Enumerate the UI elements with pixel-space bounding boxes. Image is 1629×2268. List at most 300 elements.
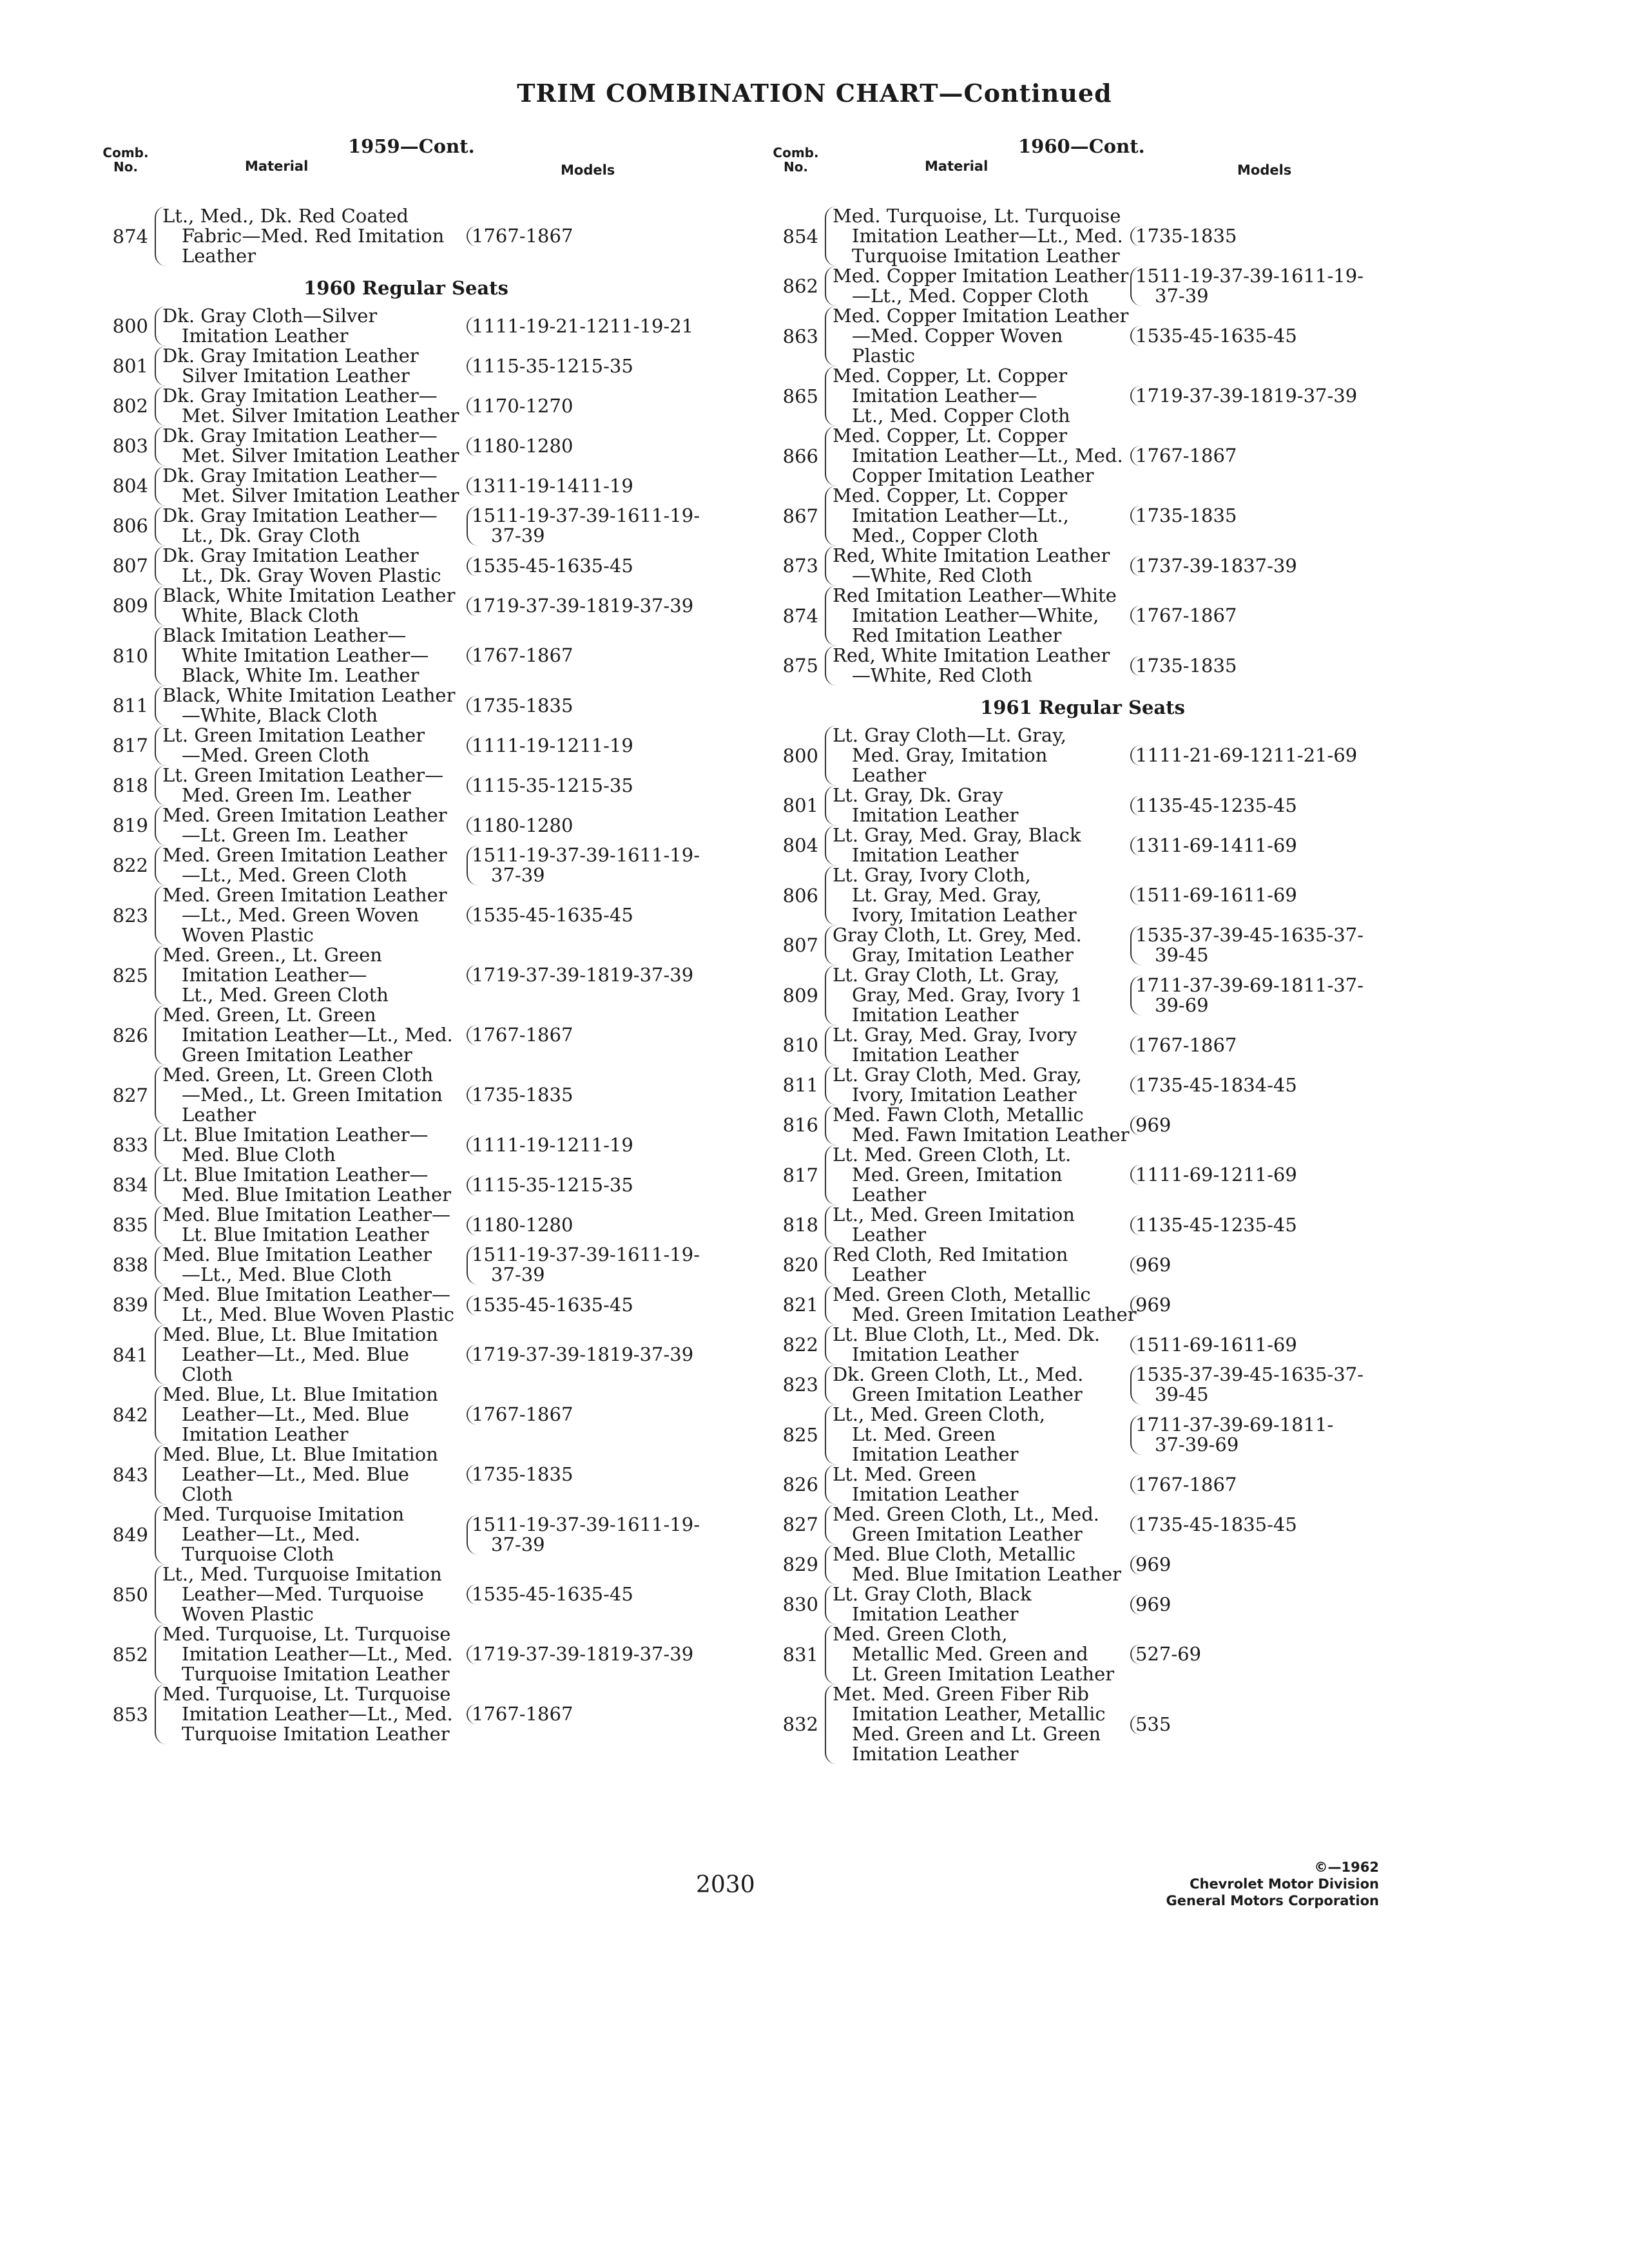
models-cell [467, 845, 700, 885]
material-cell [155, 1005, 465, 1065]
material-line: Dk. Gray Imitation Leather— [162, 505, 438, 526]
material-cell [825, 586, 1129, 646]
material-line: Dk. Green Cloth, Lt., Med. [833, 1363, 1084, 1385]
comb-number: 849 [112, 1523, 148, 1546]
material-cell [155, 1325, 465, 1385]
material-line: Med. Copper Imitation Leather [833, 305, 1129, 327]
material-line: Imitation Leather [852, 1004, 1019, 1026]
material-line: Med. Green Imitation Leather [162, 804, 447, 826]
comb-number: 852 [112, 1643, 148, 1666]
table-row [97, 686, 715, 726]
models-cell [1130, 836, 1297, 856]
models-line: 1719-37-39-1819-37-39 [472, 1643, 694, 1665]
material-cell [825, 1405, 1129, 1465]
material-cell [155, 1065, 465, 1125]
material-cell [825, 965, 1129, 1025]
material-cell [155, 466, 465, 506]
table-row [767, 1145, 1398, 1205]
material-line: —Lt., Med. Green Cloth [182, 864, 407, 886]
models-cell [467, 1584, 633, 1604]
comb-number: 838 [112, 1254, 148, 1276]
material-cell [825, 1365, 1129, 1405]
comb-number: 827 [112, 1084, 148, 1106]
comb-number: 831 [782, 1643, 818, 1666]
table-row [767, 785, 1398, 825]
material-line: —Lt., Med. Green Woven [182, 904, 419, 926]
material-line: Med. Blue Imitation Leather— [162, 1204, 451, 1225]
comb-number: 873 [782, 555, 818, 577]
material-line: Lt., Med., Dk. Red Coated [162, 205, 409, 227]
models-cell [1130, 326, 1297, 346]
material-cell [155, 626, 465, 686]
material-line: Dk. Gray Imitation Leather [162, 345, 419, 367]
table-row [97, 1325, 715, 1385]
table-row [97, 1065, 715, 1125]
material-cell [825, 646, 1129, 686]
models-line: 1311-69-1411-69 [1135, 834, 1297, 856]
models-line: 1511-19-37-39-1611-19- [472, 1513, 700, 1535]
models-cell [1130, 386, 1357, 406]
material-cell [825, 1025, 1129, 1065]
material-cell [825, 546, 1129, 586]
models-cell [467, 506, 700, 546]
material-line: Green Imitation Leather [852, 1383, 1083, 1405]
material-line: Med. Copper, Lt. Copper [833, 485, 1068, 506]
table-row [97, 506, 715, 546]
comb-number: 810 [782, 1034, 818, 1056]
material-cell [155, 506, 465, 546]
models-line: 39-69 [1155, 994, 1209, 1016]
comb-number: 820 [782, 1254, 818, 1276]
models-cell [467, 436, 573, 456]
material-line: Med. Fawn Imitation Leather [852, 1124, 1130, 1146]
models-cell [1130, 975, 1364, 1015]
material-header: Material [925, 159, 988, 174]
table-row [97, 346, 715, 386]
material-line: Leather [852, 1224, 927, 1245]
material-cell [155, 426, 465, 466]
comb-number: 800 [112, 315, 148, 337]
table-row [97, 805, 715, 845]
material-line: Met. Med. Green Fiber Rib [833, 1683, 1089, 1705]
models-cell [1130, 226, 1237, 246]
comb-number: 804 [782, 834, 818, 856]
material-line: Lt. Green Imitation Leather— [162, 764, 444, 786]
comb-number: 817 [112, 735, 148, 756]
material-line: Imitation Leather—Lt., Med. [182, 1024, 453, 1046]
material-cell [155, 1285, 465, 1325]
material-line: Imitation Leather—Lt., Med. [182, 1703, 453, 1725]
table-row [97, 1624, 715, 1684]
table-row [97, 626, 715, 686]
material-line: Lt. Blue Imitation Leather [182, 1224, 429, 1245]
material-line: Black Imitation Leather— [162, 624, 407, 646]
material-line: Leather [182, 245, 256, 267]
models-line: 1767-1867 [1135, 1033, 1237, 1056]
material-line: Woven Plastic [182, 924, 314, 946]
column-header [97, 135, 715, 206]
comb-no-header: Comb. No. [102, 145, 149, 175]
material-line: Lt. Blue Imitation Leather— [162, 1164, 429, 1186]
material-cell [155, 885, 465, 945]
models-line: 1535-45-1635-45 [472, 1583, 633, 1605]
material-cell [825, 1584, 1129, 1624]
left-column [97, 135, 715, 1744]
table-row [767, 1504, 1398, 1544]
models-cell [467, 905, 633, 925]
comb-number: 807 [782, 934, 818, 956]
models-cell [467, 1085, 573, 1105]
models-cell [467, 1175, 633, 1195]
material-line: White, Black Cloth [182, 604, 360, 626]
models-line: 1767-1867 [1135, 1473, 1237, 1495]
material-cell [825, 366, 1129, 426]
material-cell [155, 1684, 465, 1744]
material-line: Lt. Gray Cloth, Black [833, 1583, 1032, 1605]
table-row [97, 1564, 715, 1624]
table-row [97, 1005, 715, 1065]
material-cell [155, 346, 465, 386]
comb-number: 841 [112, 1343, 148, 1366]
models-cell [467, 226, 573, 246]
models-line: 1180-1280 [472, 814, 574, 836]
material-line: Imitation Leather—Lt., [852, 505, 1069, 526]
comb-number: 853 [112, 1703, 148, 1725]
material-cell [155, 1125, 465, 1165]
table-row [767, 1285, 1398, 1325]
material-cell [155, 945, 465, 1005]
material-line: Imitation Leather—Lt., Med. [182, 1643, 453, 1665]
table-row [767, 206, 1398, 266]
models-line: 1535-45-1635-45 [1135, 325, 1297, 347]
models-cell [1130, 506, 1237, 526]
comb-number: 830 [782, 1593, 818, 1615]
table-row [767, 1025, 1398, 1065]
table-row [767, 366, 1398, 426]
material-line: Med. Turquoise, Lt. Turquoise [162, 1683, 451, 1705]
page-number: 2030 [696, 1872, 755, 1898]
comb-number: 829 [782, 1553, 818, 1575]
material-line: Dk. Gray Imitation Leather [162, 544, 419, 566]
table-row [97, 546, 715, 586]
material-line: Red Cloth, Red Imitation [833, 1244, 1068, 1265]
year-label: 1960—Cont. [1018, 135, 1145, 157]
material-cell [155, 805, 465, 845]
models-cell [467, 476, 633, 496]
table-row [767, 426, 1398, 486]
comb-number: 823 [782, 1374, 818, 1396]
models-line: 37-39 [491, 1533, 545, 1555]
models-line: 1735-1835 [472, 694, 574, 716]
material-line: Med. Blue Imitation Leather [162, 1244, 432, 1265]
models-line: 37-39 [491, 1264, 545, 1285]
models-line: 37-39-69 [1155, 1433, 1239, 1456]
models-cell [467, 1215, 573, 1235]
models-line: 39-45 [1155, 1383, 1209, 1405]
table-row [767, 486, 1398, 546]
table-row [97, 1205, 715, 1245]
material-line: Imitation Leather [852, 1044, 1019, 1066]
table-row [767, 925, 1398, 965]
material-line: Lt. Gray, Med. Gray, [852, 884, 1042, 906]
material-line: Red, White Imitation Leather [833, 644, 1110, 666]
comb-number: 827 [782, 1514, 818, 1535]
models-line: 1767-1867 [472, 1703, 574, 1725]
models-line: 969 [1135, 1553, 1171, 1575]
table-row [97, 1445, 715, 1504]
material-line: —White, Red Cloth [852, 664, 1033, 686]
comb-number: 866 [782, 445, 818, 467]
material-cell [825, 1624, 1129, 1684]
material-line: Lt. Gray, Med. Gray, Black [833, 824, 1081, 846]
material-line: Lt. Gray Cloth—Lt. Gray, [833, 724, 1066, 746]
material-line: —White, Black Cloth [182, 704, 378, 726]
models-header: Models [561, 162, 615, 178]
comb-number: 826 [112, 1024, 148, 1046]
table-row [767, 266, 1398, 306]
material-cell [155, 1205, 465, 1245]
material-line: Leather [852, 1264, 927, 1285]
comb-no-header: Comb. No. [773, 145, 819, 175]
copyright-year: ©—1962 [1314, 1860, 1379, 1875]
models-cell [1130, 1335, 1297, 1355]
material-cell [155, 1624, 465, 1684]
models-line: 1735-1835 [1135, 654, 1237, 677]
material-line: Lt., Med. Green Cloth [182, 984, 389, 1006]
table-row [767, 1584, 1398, 1624]
material-line: Med. Fawn Cloth, Metallic [833, 1104, 1084, 1126]
table-row [767, 865, 1398, 925]
material-line: Imitation Leather, Metallic [852, 1703, 1106, 1725]
material-line: Red Imitation Leather—White [833, 584, 1117, 606]
material-line: Med. Blue Imitation Leather [182, 1184, 452, 1206]
material-line: Ivory, Imitation Leather [852, 904, 1077, 926]
material-line: Med. Green, Lt. Green Cloth [162, 1064, 434, 1086]
table-row [767, 1684, 1398, 1764]
comb-number: 822 [112, 854, 148, 876]
comb-number: 826 [782, 1474, 818, 1495]
models-line: 37-39 [491, 864, 545, 886]
comb-number: 874 [112, 225, 148, 247]
models-line: 1311-19-1411-19 [472, 474, 633, 497]
table-row [97, 726, 715, 765]
models-line: 1737-39-1837-39 [1135, 554, 1297, 577]
material-line: Med. Turquoise, Lt. Turquoise [162, 1623, 451, 1645]
models-cell [1130, 1255, 1171, 1275]
comb-number: 818 [112, 774, 148, 796]
material-line: Med. Blue, Lt. Blue Imitation [162, 1443, 438, 1465]
models-cell [1130, 1115, 1171, 1135]
models-line: 1511-69-1611-69 [1135, 1333, 1297, 1356]
page-title: TRIM COMBINATION CHART—Continued [517, 79, 1112, 108]
material-line: Lt. Med. Green [833, 1463, 977, 1485]
comb-number: 843 [112, 1463, 148, 1486]
material-line: Med. Green Cloth, Lt., Med. [833, 1503, 1100, 1525]
comb-number: 854 [782, 225, 818, 247]
comb-number: 809 [782, 984, 818, 1006]
material-line: Dk. Gray Imitation Leather— [162, 385, 438, 407]
material-line: Lt., Med. Blue Woven Plastic [182, 1303, 454, 1325]
models-cell [467, 965, 693, 985]
material-cell [825, 266, 1129, 306]
material-line: Imitation Leather [852, 1603, 1019, 1625]
table-row [97, 306, 715, 346]
material-cell [825, 1205, 1129, 1245]
material-cell [825, 1684, 1129, 1764]
section-title: 1961 Regular Seats [980, 697, 1185, 718]
models-line: 969 [1135, 1113, 1171, 1136]
material-line: Med. Blue, Lt. Blue Imitation [162, 1383, 438, 1405]
models-line: 1735-1835 [472, 1084, 574, 1106]
comb-number: 839 [112, 1294, 148, 1316]
material-line: Med. Green Imitation Leather [162, 844, 447, 866]
comb-number: 807 [112, 555, 148, 577]
models-cell [467, 646, 573, 666]
models-line: 1135-45-1235-45 [1135, 794, 1297, 816]
column-header [767, 135, 1398, 206]
material-line: Gray, Med. Gray, Ivory 1 [852, 984, 1083, 1006]
models-line: 969 [1135, 1293, 1171, 1316]
material-line: Med. Blue Imitation Leather [852, 1563, 1122, 1585]
table-row [97, 1504, 715, 1564]
material-cell [155, 726, 465, 765]
models-line: 969 [1135, 1253, 1171, 1276]
comb-number: 875 [782, 655, 818, 677]
table-row [97, 426, 715, 466]
material-cell [155, 845, 465, 885]
material-line: Lt., Med. Green Cloth, [833, 1403, 1046, 1425]
material-line: Lt. Gray, Med. Gray, Ivory [833, 1024, 1077, 1046]
table-row [97, 765, 715, 805]
models-cell [1130, 1295, 1171, 1315]
models-cell [467, 1245, 700, 1285]
models-cell [467, 356, 633, 376]
material-line: Plastic [852, 345, 916, 367]
models-cell [467, 816, 573, 836]
material-line: Leather [852, 1184, 927, 1206]
material-line: Med. Green and Lt. Green [852, 1723, 1101, 1745]
material-line: Med. Green., Lt. Green [162, 944, 382, 966]
material-line: Cloth [182, 1483, 233, 1505]
models-cell [1130, 1075, 1297, 1095]
material-line: Met. Silver Imitation Leather [182, 445, 459, 466]
right-column [767, 135, 1398, 1764]
sections [767, 206, 1398, 1764]
material-line: Med. Green Imitation Leather [162, 884, 447, 906]
material-cell [825, 1065, 1129, 1105]
table-row [767, 306, 1398, 366]
material-cell [155, 1385, 465, 1445]
material-line: Med. Blue Imitation Leather— [162, 1283, 451, 1305]
models-cell [467, 316, 693, 336]
material-cell [825, 1145, 1129, 1205]
material-line: Imitation Leather—White, [852, 604, 1099, 626]
material-cell [825, 865, 1129, 925]
material-line: Red, White Imitation Leather [833, 544, 1110, 566]
comb-number: 817 [782, 1164, 818, 1186]
models-cell [467, 396, 573, 416]
material-line: Leather—Lt., Med. Blue [182, 1343, 409, 1365]
models-cell [1130, 1165, 1297, 1185]
material-line: Met. Silver Imitation Leather [182, 405, 459, 427]
material-line: Lt., Med. Turquoise Imitation [162, 1563, 442, 1585]
material-line: —Med. Green Cloth [182, 744, 370, 766]
table-row [767, 1465, 1398, 1504]
models-line: 1535-45-1635-45 [472, 904, 633, 926]
table-row [767, 1544, 1398, 1584]
material-line: Dk. Gray Cloth—Silver [162, 305, 378, 327]
material-cell [825, 726, 1129, 785]
material-line: Lt. Blue Imitation Leather— [162, 1124, 429, 1146]
material-cell [825, 1544, 1129, 1584]
copyright-division: Chevrolet Motor Division [1190, 1876, 1379, 1892]
comb-number: 803 [112, 435, 148, 457]
models-line: 1535-45-1635-45 [472, 554, 633, 577]
material-cell [155, 1245, 465, 1285]
material-line: Med. Green, Lt. Green [162, 1004, 376, 1026]
copyright-corporation: General Motors Corporation [1166, 1893, 1379, 1908]
material-cell [825, 1504, 1129, 1544]
models-cell [467, 596, 693, 616]
material-line: Lt. Green Imitation Leather [852, 1663, 1115, 1685]
models-line: 1719-37-39-1819-37-39 [472, 1343, 694, 1365]
table-row [97, 945, 715, 1005]
material-line: Med. Blue Cloth, Metallic [833, 1543, 1076, 1565]
models-cell [467, 1515, 700, 1555]
models-line: 1719-37-39-1819-37-39 [472, 964, 694, 986]
models-line: 1735-45-1834-45 [1135, 1073, 1297, 1096]
material-line: Leather [182, 1104, 256, 1126]
table-row [97, 845, 715, 885]
material-line: Silver Imitation Leather [182, 365, 410, 387]
table-row [767, 825, 1398, 865]
material-cell [155, 306, 465, 346]
table-row [767, 965, 1398, 1025]
models-line: 969 [1135, 1593, 1171, 1615]
material-line: Red Imitation Leather [852, 624, 1062, 646]
table-row [767, 586, 1398, 646]
models-line: 1111-19-1211-19 [472, 1133, 633, 1156]
models-line: 1711-37-39-69-1811- [1135, 1413, 1334, 1436]
comb-number: 834 [112, 1174, 148, 1196]
comb-number: 865 [782, 385, 818, 407]
material-line: Med. Copper, Lt. Copper [833, 425, 1068, 447]
material-line: —Med. Copper Woven [852, 325, 1063, 347]
models-cell [1130, 1215, 1297, 1235]
models-line: 1511-19-37-39-1611-19- [472, 844, 700, 866]
models-line: 1767-1867 [1135, 445, 1237, 466]
table-row [767, 1624, 1398, 1684]
models-line: 1511-19-37-39-1611-19- [472, 505, 700, 526]
material-line: Med. Green Im. Leather [182, 784, 411, 806]
table-row [97, 466, 715, 506]
models-cell [1130, 1415, 1333, 1455]
models-cell [1130, 1644, 1201, 1664]
material-line: Imitation Leather— [852, 385, 1037, 407]
material-line: Lt. Green Imitation Leather [162, 724, 425, 746]
models-line: 37-39 [491, 524, 545, 546]
models-cell [1130, 745, 1357, 765]
material-line: Imitation Leather [852, 844, 1019, 866]
material-cell [155, 1445, 465, 1504]
material-line: Fabric—Med. Red Imitation [182, 225, 445, 247]
models-line: 1711-37-39-69-1811-37- [1135, 974, 1364, 996]
table-row [767, 1325, 1398, 1365]
material-line: Turquoise Imitation Leather [182, 1723, 450, 1745]
material-line: Black, White Im. Leather [182, 664, 419, 686]
models-line: 1767-1867 [472, 1403, 574, 1425]
models-cell [1130, 1715, 1171, 1735]
